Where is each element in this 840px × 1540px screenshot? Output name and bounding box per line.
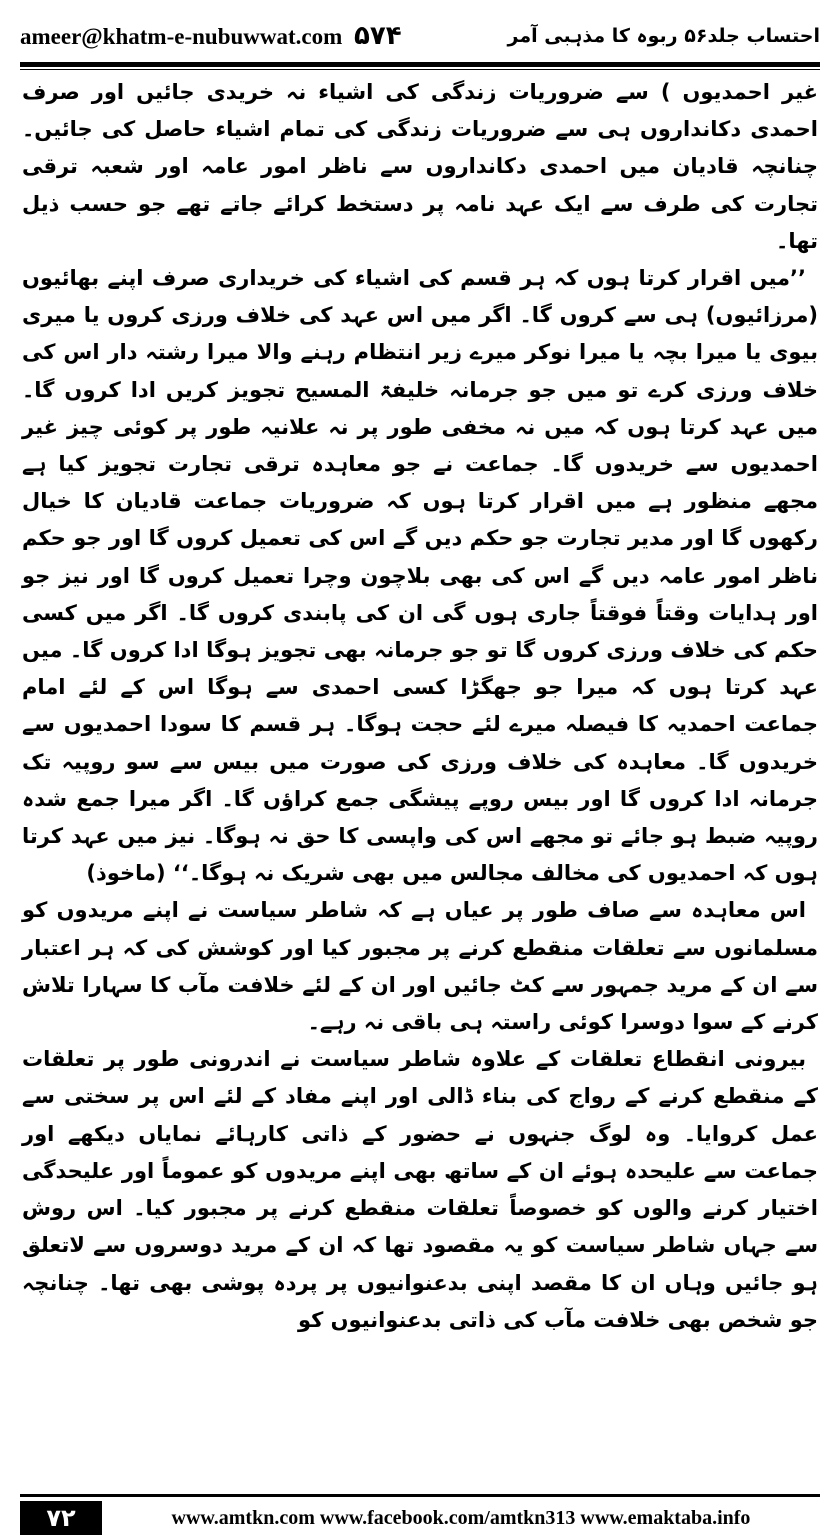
header-left xyxy=(20,21,402,51)
body-text xyxy=(22,74,818,1339)
header-page-ref: ۵۷۴ xyxy=(354,21,402,51)
page-header xyxy=(20,14,820,58)
paragraph-1: غیر احمدیوں ) سے ضروریات زندگی کی اشیاء نہ خریدی جائیں اور صرف احمدی دکانداروں ہی سے ضروریات زندگی کی تمام اشیاء حاصل کی جائیں۔ چنانچہ قادیان میں احمدی دکانداروں سے ناظر امور عامہ اور شعبہ ترقی تجارت کی طرف سے ایک عہد نامہ پر دستخط کرائے جاتے تھے جو حسب ذیل تھا۔ xyxy=(22,80,818,253)
header-rule-thick xyxy=(20,62,820,67)
header-rule-thin xyxy=(20,69,820,70)
header-email: ameer@khatm-e-nubuwwat.com xyxy=(20,24,343,49)
footer-page-number: ۷۲ xyxy=(20,1501,102,1535)
page-footer xyxy=(20,1500,820,1536)
footer-rule xyxy=(20,1494,820,1497)
paragraph-2-quote: ’’میں اقرار کرتا ہوں کہ ہر قسم کی اشیاء کی خریداری صرف اپنے بھائیوں (مرزائیوں) ہی سے کروں گا۔ اگر میں اس عہد کی خلاف ورزی کروں یا میری بیوی یا میرا بچہ یا میرا نوکر میرے زیر انتظام رہنے والا میرا رشتہ دار اس کی خلاف ورزی کرے تو میں جو جرمانہ خلیفۃ المسیح تجویز کریں ادا کروں گا۔ میں عہد کرتا ہوں کہ میں نہ مخفی طور پر نہ علانیہ طور پر کوئی چیز غیر احمدیوں سے خریدوں گا۔ جماعت نے جو معاہدہ ترقی تجارت تجویز کیا ہے مجھے منظور ہے میں اقرار کرتا ہوں کہ ضروریات جماعت قادیان کا خیال رکھوں گا اور مدیر تجارت جو حکم دیں گے اس کی تعمیل کروں گا اور جو حکم ناظر امور عامہ دیں گے اس کی بھی بلاچون وچرا تعمیل کروں گا اور نیز جو اور ہدایات وقتاً فوقتاً جاری ہوں گی ان کی پابندی کروں گا۔ اگر میں کسی حکم کی خلاف ورزی کروں گا تو جو جرمانہ بھی تجویز ہوگا ادا کروں گا۔ میں عہد کرتا ہوں کہ میرا جو جھگڑا کسی احمدی سے ہوگا اس کے لئے امام جماعت احمدیہ کا فیصلہ میرے لئے حجت ہوگا۔ ہر قسم کا سودا احمدیوں سے خریدوں گا۔ معاہدہ کی خلاف ورزی کی صورت میں بیس سے سو روپیہ تک جرمانہ ادا کروں گا اور بیس روپے پیشگی جمع کراؤں گا۔ اگر میرا جمع شدہ روپیہ ضبط ہو جائے تو مجھے اس کی واپسی کا حق نہ ہوگا۔ نیز میں عہد کرتا ہوں کہ احمدیوں کی مخالف مجالس میں بھی شریک نہ ہوگا۔‘‘ (ماخوذ) xyxy=(22,266,818,886)
paragraph-4: بیرونی انقطاع تعلقات کے علاوہ شاطر سیاست نے اندرونی طور پر تعلقات کے منقطع کرنے کے رواج کی بناء ڈالی اور اپنے مفاد کے لئے اس پر سختی سے عمل کروایا۔ وہ لوگ جنہوں نے حضور کے ذاتی کارہائے نمایاں دیکھے اور جماعت سے علیحدہ ہوئے ان کے ساتھ بھی اپنے مریدوں کو عموماً اور علیحدگی اختیار کرنے والوں کو خصوصاً تعلقات منقطع کرنے پر مجبور کیا۔ اس روش سے جہاں شاطر سیاست کو یہ مقصود تھا کہ ان کے مرید دوسروں سے لاتعلق ہو جائیں وہاں ان کا مقصد اپنی بدعنوانیوں پر پردہ پوشی بھی تھا۔ چنانچہ جو شخص بھی خلافت مآب کی ذاتی بدعنوانیوں کو xyxy=(22,1047,818,1332)
paragraph-3: اس معاہدہ سے صاف طور پر عیاں ہے کہ شاطر سیاست نے اپنے مریدوں کو مسلمانوں سے تعلقات منقطع کرنے پر مجبور کیا اور کوشش کی کہ ہر اعتبار سے ان کے مرید جمہور سے کٹ جائیں اور ان کے لئے خلافت مآب کا سہارا تلاش کرنے کے سوا دوسرا کوئی راستہ ہی باقی نہ رہے۔ xyxy=(22,898,818,1035)
footer-links[interactable]: www.amtkn.com www.facebook.com/amtkn313 www.emaktaba.info xyxy=(171,1506,751,1529)
header-book-title: احتساب جلد۵۶ ربوہ کا مذہبی آمر xyxy=(507,25,820,47)
